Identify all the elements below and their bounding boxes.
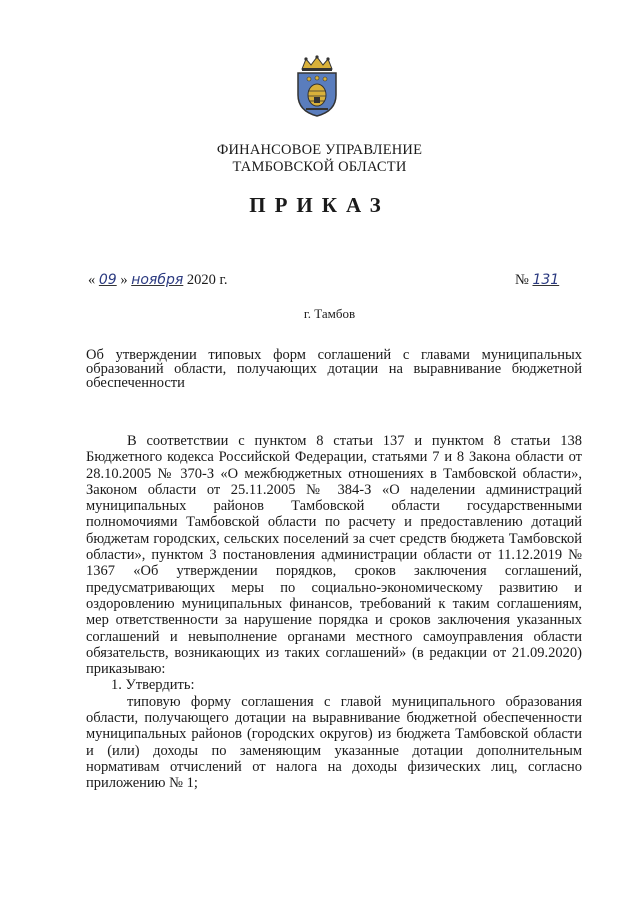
- date-open-quote: «: [88, 272, 96, 288]
- org-name-line1: ФИНАНСОВОЕ УПРАВЛЕНИЕ: [216, 142, 423, 158]
- date-month-handwritten: ноября: [131, 272, 184, 288]
- document-type-title: ПРИКАЗ: [249, 193, 390, 217]
- document-number: [515, 272, 559, 289]
- org-name-line2: ТАМБОВСКОЙ ОБЛАСТИ: [232, 159, 407, 175]
- body-paragraph-preamble: В соответствии с пунктом 8 статьи 137 и пунктом 8 статьи 138 Бюджетного кодекса Российской Федерации, статьями 7 и 8 Закона области от 28.10.2005 № 370-З «О межбюджетных отношениях в Тамбовской области», Законом области от 25.11.2005 № 384-З «О наделении администраций муниципальных районов Тамбовской области государственными полномочиями Тамбовской области по расчету и предоставлению дотаций бюджетам городских, сельских поселений за счет средств бюджета Тамбовской области», пунктом 3 постановления администрации области от 11.12.2019 № 1367 «Об утверждении порядков, сроков заключения соглашений, предусматривающих меры по социально-экономическому развитию и оздоровлению муниципальных финансов, требований к таким соглашениям, мер ответственности за нарушение порядка и сроков заключения указанных соглашений и невыполнение органами местного самоуправления области обязательств, возникающих из таких соглашений» (в редакции от 21.09.2020) приказываю:: [86, 433, 582, 678]
- document-city: г. Тамбов: [303, 306, 356, 321]
- date-day-handwritten: 09: [98, 272, 117, 288]
- number-handwritten: 131: [532, 272, 560, 288]
- date-close-quote: »: [120, 272, 128, 288]
- body-paragraph-approve-form: типовую форму соглашения с главой муниципального образования области, получающего дотации на выравнивание бюджетной обеспеченности муниципальных районов (городских округов) из бюджета Тамбовской области и (или) доходы по заменяющим указанные дотации дополнительным нормативам отчислений от налога на доходы физических лиц, согласно приложению № 1;: [86, 693, 582, 792]
- document-subject: Об утверждении типовых форм соглашений с главами муниципальных образований области, получающих дотации на выравнивание бюджетной обеспеченности: [86, 347, 582, 391]
- number-label: №: [515, 272, 529, 288]
- document-date: [88, 272, 227, 289]
- tambov-coat-of-arms-icon: [294, 55, 340, 117]
- date-year: 2020 г.: [186, 272, 228, 288]
- body-item-1: 1. Утвердить:: [111, 677, 195, 694]
- document-body: [86, 433, 582, 792]
